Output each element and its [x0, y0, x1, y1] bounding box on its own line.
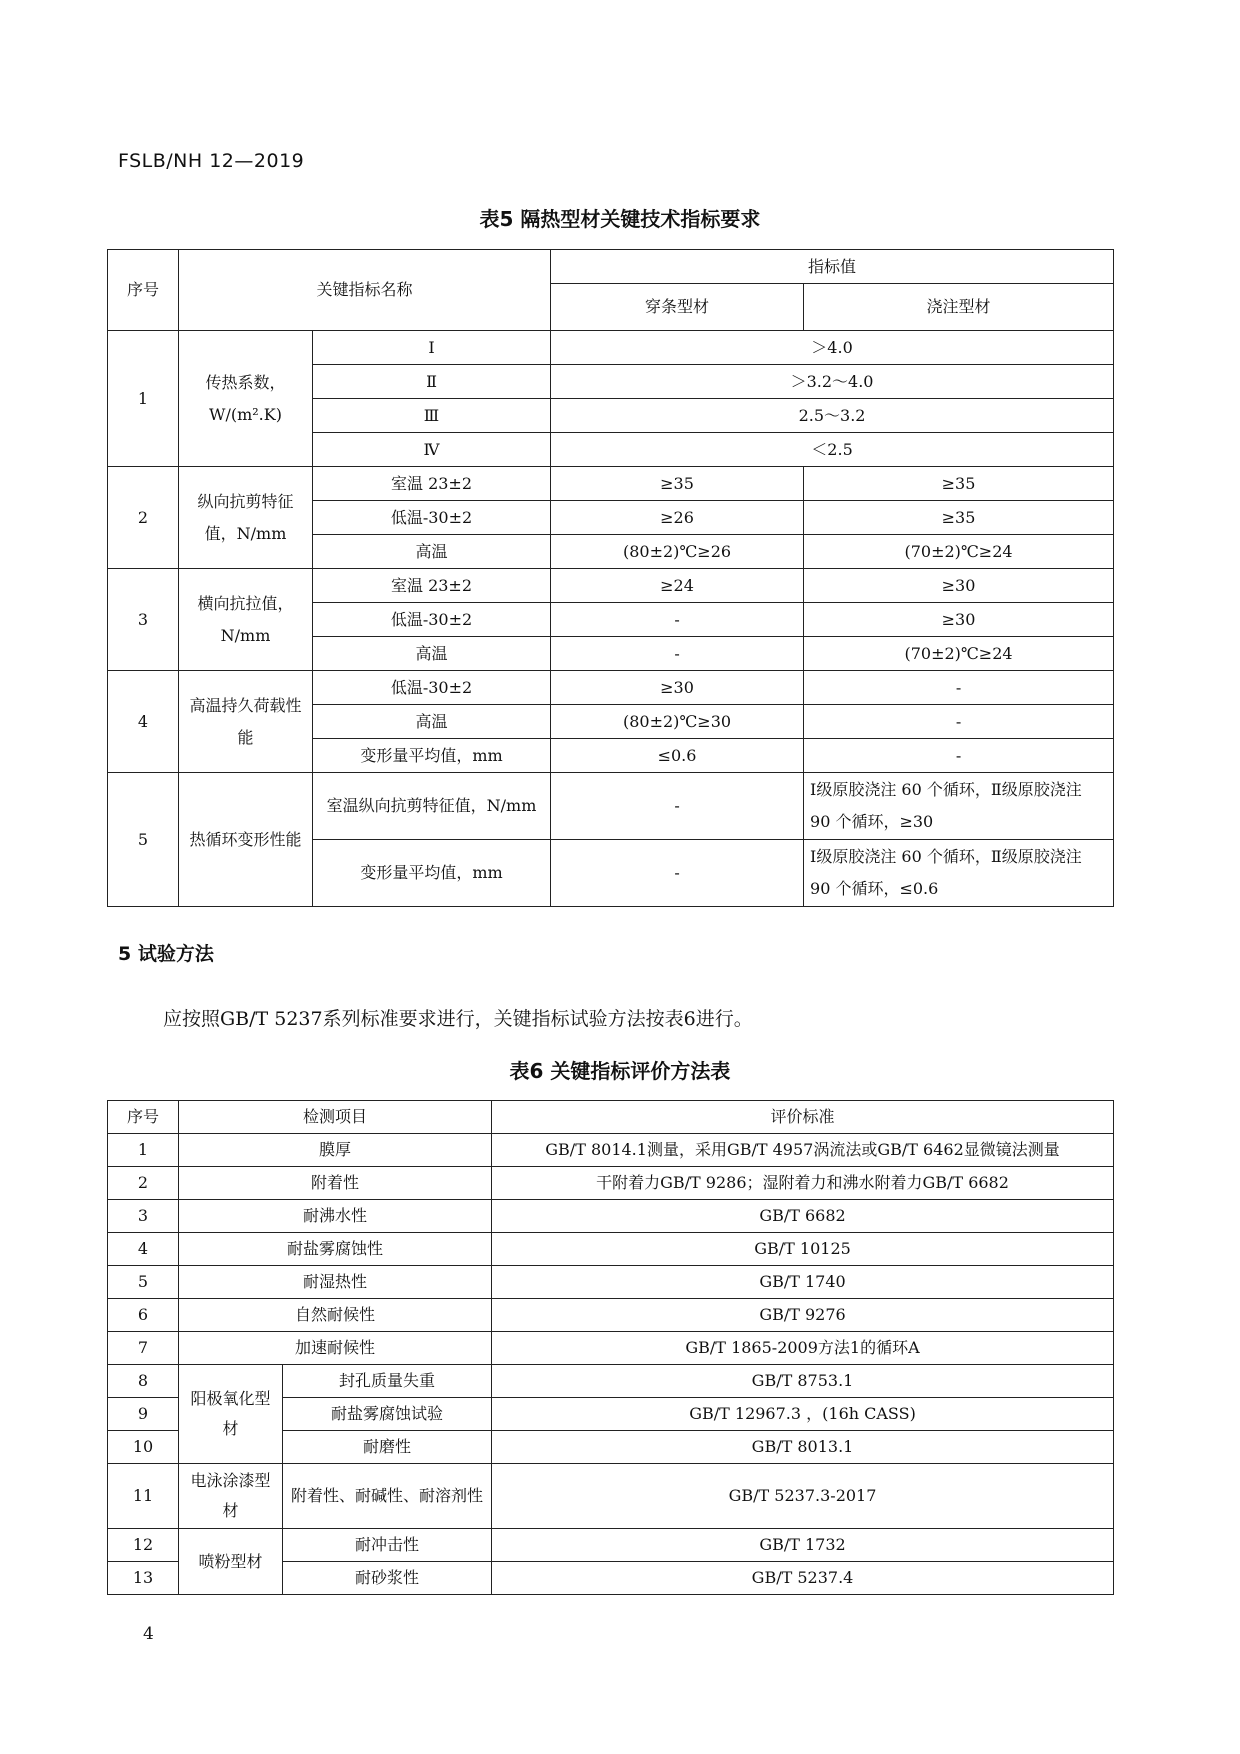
t5-value-a: ≤0.6 — [551, 739, 804, 773]
t5-value-b: ≥35 — [804, 501, 1114, 535]
t5-header-value: 指标值 — [551, 250, 1114, 284]
t6-standard: GB/T 1740 — [492, 1266, 1114, 1299]
t5-indicator-name: 纵向抗剪特征值，N/mm — [179, 467, 313, 569]
t5-sub-item: 高温 — [313, 637, 551, 671]
t6-standard: GB/T 1865-2009方法1的循环A — [492, 1332, 1114, 1365]
t5-sub-item: Ⅱ — [313, 365, 551, 399]
t6-item: 加速耐候性 — [179, 1332, 492, 1365]
t6-standard: GB/T 12967.3 ，(16h CASS) — [492, 1398, 1114, 1431]
t5-seq: 2 — [108, 467, 179, 569]
t5-value-b: (70±2)℃≥24 — [804, 637, 1114, 671]
t5-header-col-a: 穿条型材 — [551, 284, 804, 331]
t6-group: 电泳涂漆型材 — [179, 1464, 283, 1529]
t6-seq: 4 — [108, 1233, 179, 1266]
t5-value-b: - — [804, 705, 1114, 739]
t6-standard: GB/T 8013.1 — [492, 1431, 1114, 1464]
t6-item: 自然耐候性 — [179, 1299, 492, 1332]
t6-standard: GB/T 6682 — [492, 1200, 1114, 1233]
t5-sub-item: 变形量平均值，mm — [313, 739, 551, 773]
page-number: 4 — [143, 1624, 154, 1644]
t5-value-b: ≥30 — [804, 603, 1114, 637]
t5-value-a: (80±2)℃≥30 — [551, 705, 804, 739]
t5-sub-item: 低温-30±2 — [313, 603, 551, 637]
t6-standard: 干附着力GB/T 9286；湿附着力和沸水附着力GB/T 6682 — [492, 1167, 1114, 1200]
t5-value: ＜2.5 — [551, 433, 1114, 467]
t6-standard: GB/T 5237.3-2017 — [492, 1464, 1114, 1529]
t5-value-a: ≥30 — [551, 671, 804, 705]
t5-indicator-name: 传热系数，W/(m².K) — [179, 331, 313, 467]
t5-value-a: (80±2)℃≥26 — [551, 535, 804, 569]
t6-item: 耐盐雾腐蚀试验 — [283, 1398, 492, 1431]
t5-value: ＞3.2～4.0 — [551, 365, 1114, 399]
t5-value-a: ≥24 — [551, 569, 804, 603]
section-paragraph: 应按照GB/T 5237系列标准要求进行，关键指标试验方法按表6进行。 — [163, 1008, 753, 1030]
t5-header-name: 关键指标名称 — [179, 250, 551, 331]
t6-seq: 10 — [108, 1431, 179, 1464]
table6-caption: 表6 关键指标评价方法表 — [509, 1059, 731, 1083]
t6-seq: 12 — [108, 1529, 179, 1562]
t6-seq: 3 — [108, 1200, 179, 1233]
t5-sub-item: 室温 23±2 — [313, 467, 551, 501]
t6-group: 阳极氧化型材 — [179, 1365, 283, 1464]
t6-item: 封孔质量失重 — [283, 1365, 492, 1398]
table5 — [107, 249, 1114, 907]
t6-standard: GB/T 10125 — [492, 1233, 1114, 1266]
t5-seq: 3 — [108, 569, 179, 671]
t6-seq: 2 — [108, 1167, 179, 1200]
t6-seq: 6 — [108, 1299, 179, 1332]
t6-item: 膜厚 — [179, 1134, 492, 1167]
t5-sub-item: 高温 — [313, 535, 551, 569]
t6-standard: GB/T 5237.4 — [492, 1562, 1114, 1595]
t5-sub-item: 高温 — [313, 705, 551, 739]
t6-seq: 1 — [108, 1134, 179, 1167]
t6-standard: GB/T 8753.1 — [492, 1365, 1114, 1398]
document-code: FSLB/NH 12—2019 — [118, 150, 305, 172]
t6-seq: 11 — [108, 1464, 179, 1529]
t5-sub-item: Ⅲ — [313, 399, 551, 433]
table6 — [107, 1100, 1114, 1595]
t6-group: 喷粉型材 — [179, 1529, 283, 1595]
t6-standard: GB/T 8014.1测量，采用GB/T 4957涡流法或GB/T 6462显微镜法测量 — [492, 1134, 1114, 1167]
t6-item: 附着性 — [179, 1167, 492, 1200]
t5-sub-item: 低温-30±2 — [313, 671, 551, 705]
t6-item: 耐沸水性 — [179, 1200, 492, 1233]
t5-value: 2.5～3.2 — [551, 399, 1114, 433]
t5-seq: 4 — [108, 671, 179, 773]
t5-sub-item: 室温纵向抗剪特征值，N/mm — [313, 773, 551, 840]
t5-sub-item: 室温 23±2 — [313, 569, 551, 603]
t5-sub-item: Ⅳ — [313, 433, 551, 467]
t5-header-col-b: 浇注型材 — [804, 284, 1114, 331]
t5-seq: 1 — [108, 331, 179, 467]
t6-item: 附着性、耐碱性、耐溶剂性 — [283, 1464, 492, 1529]
t5-value-a: - — [551, 840, 804, 907]
t5-value-a: - — [551, 773, 804, 840]
t5-value-b: ≥35 — [804, 467, 1114, 501]
t5-value-b: - — [804, 739, 1114, 773]
t6-seq: 8 — [108, 1365, 179, 1398]
t6-item: 耐盐雾腐蚀性 — [179, 1233, 492, 1266]
t6-standard: GB/T 9276 — [492, 1299, 1114, 1332]
t5-value-a: ≥26 — [551, 501, 804, 535]
t6-standard: GB/T 1732 — [492, 1529, 1114, 1562]
t5-sub-item: Ⅰ — [313, 331, 551, 365]
t6-item: 耐湿热性 — [179, 1266, 492, 1299]
t6-header-standard: 评价标准 — [492, 1101, 1114, 1134]
t5-value-b: (70±2)℃≥24 — [804, 535, 1114, 569]
t5-value-a: ≥35 — [551, 467, 804, 501]
t5-sub-item: 低温-30±2 — [313, 501, 551, 535]
t6-item: 耐冲击性 — [283, 1529, 492, 1562]
t6-seq: 7 — [108, 1332, 179, 1365]
t5-seq: 5 — [108, 773, 179, 907]
t5-sub-item: 变形量平均值，mm — [313, 840, 551, 907]
t5-indicator-name: 高温持久荷载性能 — [179, 671, 313, 773]
t5-value: ＞4.0 — [551, 331, 1114, 365]
t5-indicator-name: 热循环变形性能 — [179, 773, 313, 907]
t6-item: 耐磨性 — [283, 1431, 492, 1464]
t6-header-seq: 序号 — [108, 1101, 179, 1134]
t5-indicator-name: 横向抗拉值，N/mm — [179, 569, 313, 671]
t6-seq: 9 — [108, 1398, 179, 1431]
t5-value-a: - — [551, 603, 804, 637]
section-heading: 5 试验方法 — [118, 943, 214, 965]
table5-caption: 表5 隔热型材关键技术指标要求 — [479, 207, 761, 231]
t6-item: 耐砂浆性 — [283, 1562, 492, 1595]
t6-seq: 5 — [108, 1266, 179, 1299]
t6-seq: 13 — [108, 1562, 179, 1595]
t5-value-b: ≥30 — [804, 569, 1114, 603]
t5-value-b: - — [804, 671, 1114, 705]
t5-value-a: - — [551, 637, 804, 671]
t6-header-item: 检测项目 — [179, 1101, 492, 1134]
t5-header-seq: 序号 — [108, 250, 179, 331]
t5-value-b: Ⅰ级原胶浇注 60 个循环，Ⅱ级原胶浇注 90 个循环，≥30 — [804, 773, 1114, 840]
t5-value-b: Ⅰ级原胶浇注 60 个循环，Ⅱ级原胶浇注 90 个循环，≤0.6 — [804, 840, 1114, 907]
